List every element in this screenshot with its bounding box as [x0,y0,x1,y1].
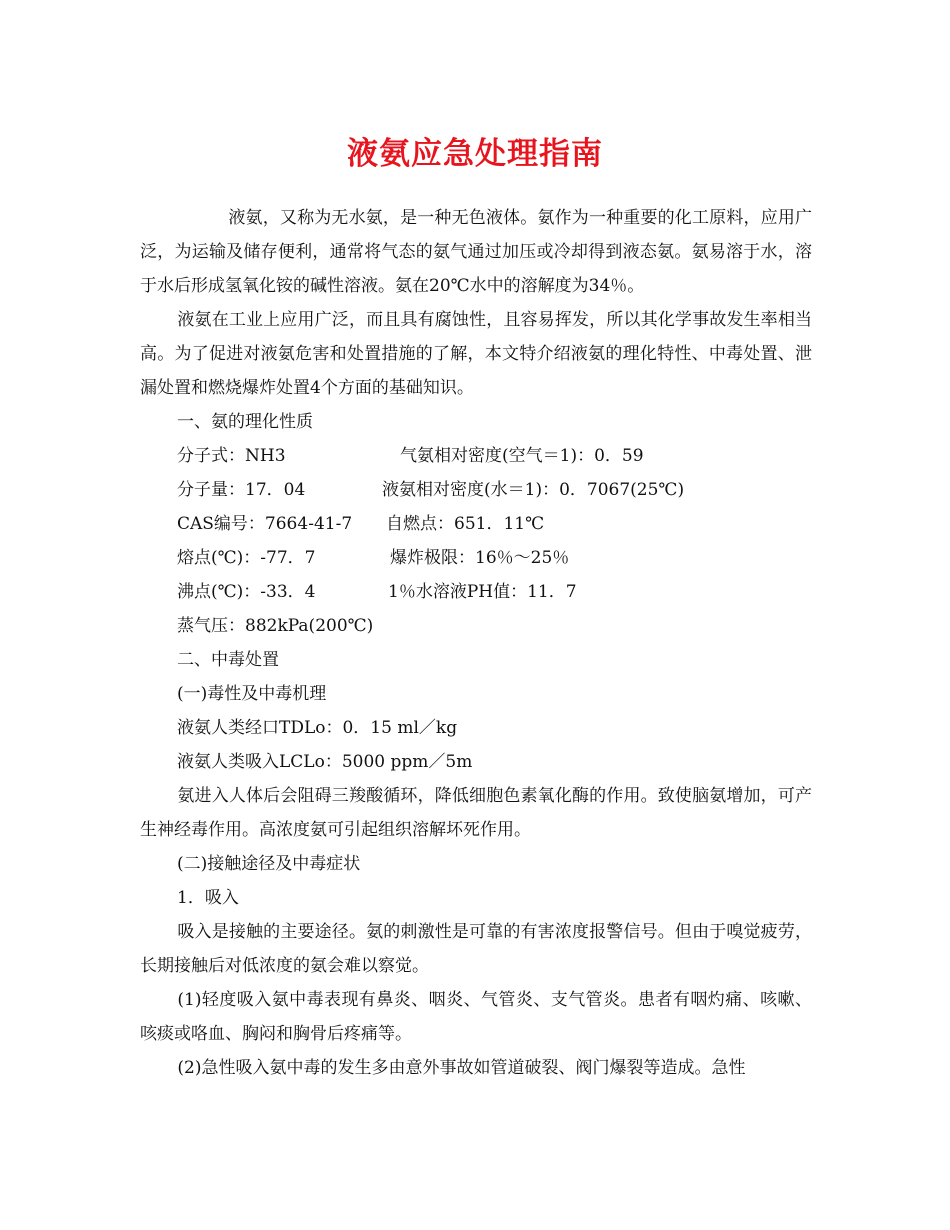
property-row [140,541,812,575]
intro-paragraph-2: 液氨在工业上应用广泛，而且具有腐蚀性，且容易挥发，所以其化学事故发生率相当高。为了促进对液氨危害和处置措施的了解，本文特介绍液氨的理化特性、中毒处置、泄漏处置和燃烧爆炸处置4个方面的基础知识。 [140,310,812,398]
property-right: 爆炸极限：16％～25％ [390,548,570,568]
property-right: 1％水溶液PH值：11．7 [388,582,577,602]
intro-paragraph-1: 液氨，又称为无水氨，是一种无色液体。氨作为一种重要的化工原料，应用广泛，为运输及储存便利，通常将气态的氨气通过加压或冷却得到液态氨。氨易溶于水，溶于水后形成氢氧化铵的碱性溶液。氨在20℃水中的溶解度为34％。 [140,208,812,296]
property-right: 气氨相对密度(空气＝1)：0．59 [400,446,644,466]
property-row [140,473,812,507]
tdlo-value: 液氨人类经口TDLo：0．15 ml／kg [177,718,458,738]
property-left: 分子量：17．04 [177,480,306,500]
page-title: 液氨应急处理指南 [347,136,603,172]
property-left: CAS编号：7664-41-7 [177,514,353,534]
property-row [140,439,812,473]
lclo-value: 液氨人类吸入LCLo：5000 ppm／5m [177,752,473,772]
property-right: 自燃点：651．11℃ [386,514,545,534]
mechanism-paragraph: 氨进入人体后会阻碍三羧酸循环，降低细胞色素氧化酶的作用。致使脑氨增加，可产生神经毒作用。高浓度氨可引起组织溶解坏死作用。 [140,786,812,840]
section-1-heading: 一、氨的理化性质 [177,412,313,432]
section-2-heading: 二、中毒处置 [177,650,279,670]
property-left: 熔点(℃)：-77．7 [177,548,316,568]
inhalation-paragraph: 吸入是接触的主要途径。氨的刺激性是可靠的有害浓度报警信号。但由于嗅觉疲劳，长期接触后对低浓度的氨会难以察觉。 [140,922,812,976]
document-body [140,201,812,1085]
property-right: 液氨相对密度(水＝1)：0．7067(25℃) [382,480,685,500]
mild-poisoning-paragraph: (1)轻度吸入氨中毒表现有鼻炎、咽炎、气管炎、支气管炎。患者有咽灼痛、咳嗽、咳痰或咯血、胸闷和胸骨后疼痛等。 [140,990,812,1044]
property-left: 分子式：NH3 [177,446,286,466]
vapor-pressure: 蒸气压：882kPa(200℃) [177,616,374,636]
property-row [140,575,812,609]
acute-poisoning-paragraph: (2)急性吸入氨中毒的发生多由意外事故如管道破裂、阀门爆裂等造成。急性 [177,1058,746,1078]
subsection-toxicity: (一)毒性及中毒机理 [177,684,327,704]
property-left: 沸点(℃)：-33．4 [177,582,316,602]
subsection-exposure: (二)接触途径及中毒症状 [177,854,361,874]
item-inhalation: 1．吸入 [177,888,239,908]
property-row [140,507,812,541]
